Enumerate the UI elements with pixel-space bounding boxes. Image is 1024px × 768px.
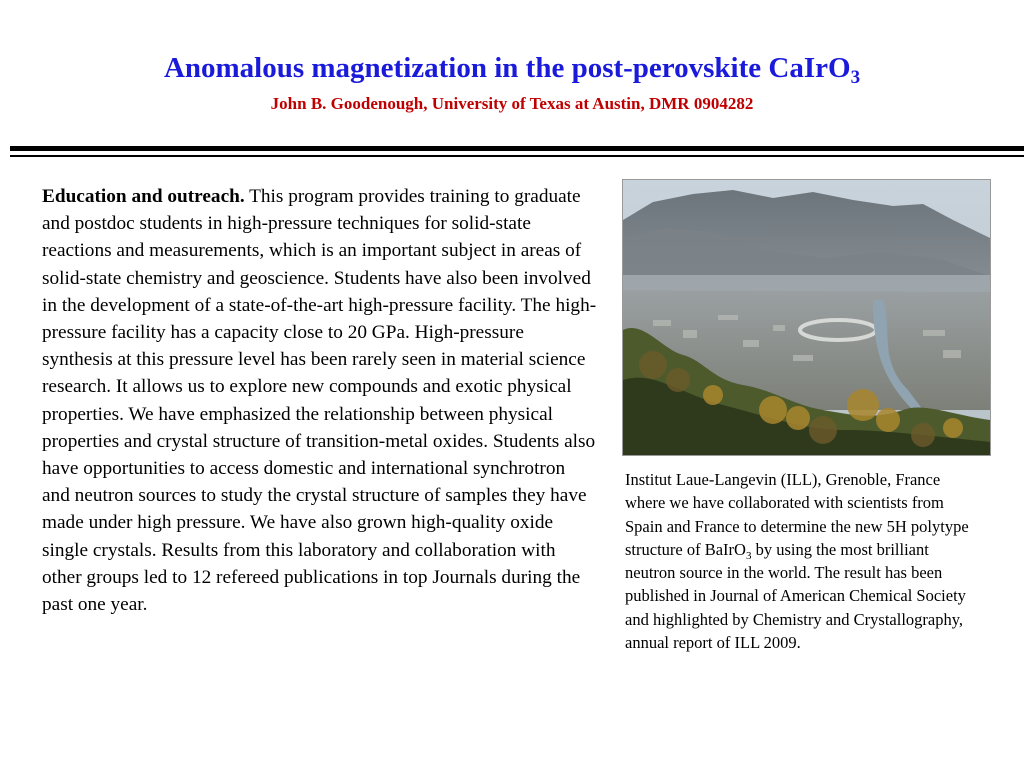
body-paragraph [42,183,597,618]
ill-grenoble-photo [622,179,991,456]
caption-text-2: by using the most brilliant neutron source in the world. The result has been published in Journal of American Chemical Society and highlighted by Chemistry and Crystallography, annual report of ILL 2009. [625,539,966,653]
body-text: This program provides training to graduate and postdoc students in high-pressure techniques for solid-state reactions and measurements, which is an important subject in areas of solid-state chemistry and geoscience. Students have also been involved in the development of a state-of-the-art high-pressure facility. The high-pressure facility has a capacity close to 20 GPa. High-pressure synthesis at this pressure level has been rarely seen in material science research. It allows us to explore new compounds and exotic physical properties. We have emphasized the relationship between physical properties and crystal structure of transition-metal oxides. Students also have opportunities to access domestic and international synchrotron and neutron sources to study the crystal structure of samples they have made under high pressure. We have also grown high-quality oxide single crystals. Results from this laboratory and collaboration with other groups led to 12 refereed publications in top Journals during the past one year. [42,186,597,616]
slide-title [0,50,1024,86]
header-rule-thin [10,155,1024,157]
landscape-photo-illustration [623,180,990,455]
caption-text-1: Institut Laue-Langevin (ILL), Grenoble, France where we have collaborated with scientists from Spain and France to determine the new 5H polytype structure of BaIrO [625,470,969,559]
body-lead: Education and outreach. [42,186,245,207]
header-rule-thick [10,146,1024,151]
caption-subscript: 3 [745,549,752,562]
photo-caption [625,468,975,654]
title-text: Anomalous magnetization in the post-perovskite CaIrO [163,52,851,84]
slide-subtitle: John B. Goodenough, University of Texas at Austin, DMR 0904282 [270,94,754,113]
title-subscript: 3 [850,67,861,88]
